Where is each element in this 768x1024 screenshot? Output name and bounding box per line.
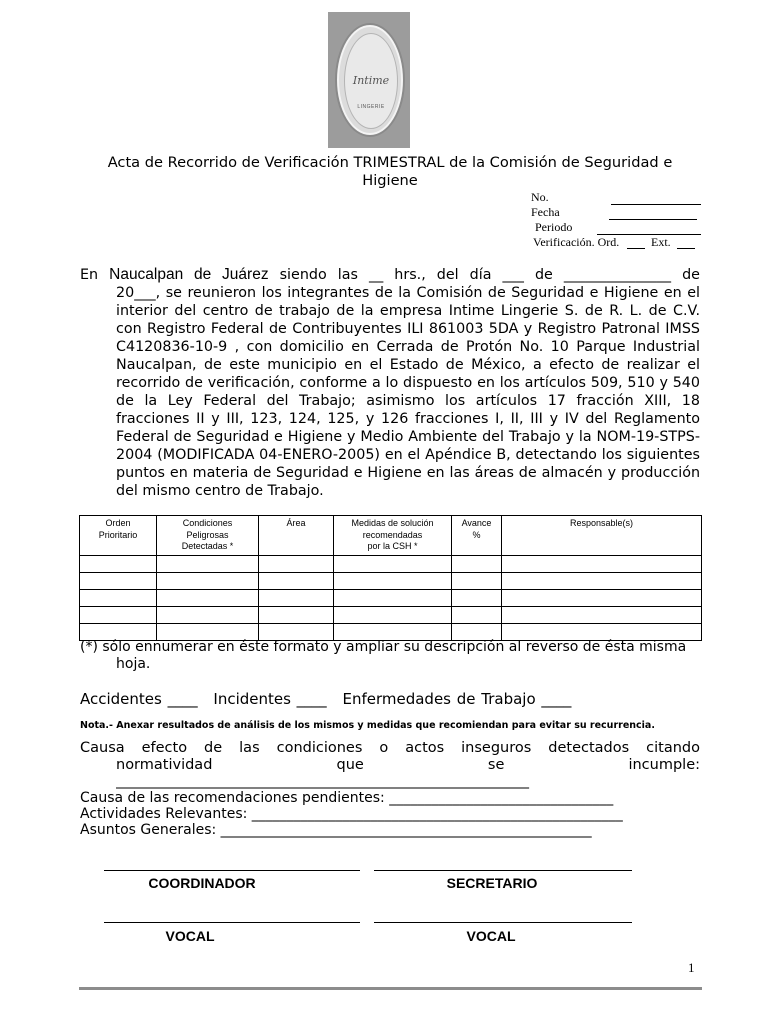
body-first-line	[80, 266, 700, 284]
body-text: 20___, se reunieron los integrantes de la Comisión de Seguridad e Higiene en el interior del centro de trabajo de la empresa Intime Lingerie S. de R. L. de C.V. con Registro Federal de Contribuyentes ILI 861003 5DA y Registro Patronal IMSS C4120836-10-9 , con domicilio en Cerrada de Protón No. 10 Parque Industrial Naucalpan, de este municipio en el Estado de México, a efecto de realizar el recorrido de verificación, conforme a lo dispuesto en los artículos 509, 510 y 540 de la Ley Federal del Trabajo; asimismo los artículos 17 fracción XIII, 18 fracciones II y III, 123, 124, 125, y 126 fracciones I, II, III y IV del Reglamento Federal de Seguridad e Higiene y Medio Ambiente del Trabajo y la NOM-19-STPS-2004 (MODIFICADA 04-ENERO-2005) en el Apéndice B, detectando los siguientes puntos en materia de Seguridad e Higiene en las áreas de almacén y producción del mismo centro de Trabajo.	[116, 285, 700, 499]
causa-word: incumple:	[628, 757, 700, 773]
table-cell[interactable]	[80, 573, 157, 590]
body-paragraph	[80, 266, 700, 500]
accidentes-field[interactable]: Accidentes ____	[80, 690, 198, 708]
table-cell[interactable]	[502, 590, 702, 607]
table-cell[interactable]	[157, 590, 259, 607]
causa-blank-line[interactable]: ___________________________________________________________	[116, 773, 529, 789]
header-text: Avance %	[461, 518, 492, 540]
table-cell[interactable]	[157, 624, 259, 641]
header-text: Responsable(s)	[569, 518, 634, 528]
nota-text: Nota.- Anexar resultados de análisis de los mismos y medidas que recomiendan para evitar su recurrencia.	[80, 720, 655, 731]
table-cell[interactable]	[502, 573, 702, 590]
table-cell[interactable]	[452, 590, 502, 607]
meta-fecha-label: Fecha	[531, 205, 560, 219]
signature-line-vocal-1[interactable]	[104, 922, 360, 923]
footer-rule	[79, 987, 702, 990]
company-logo	[328, 12, 410, 148]
logo-oval	[337, 25, 403, 135]
enfermedades-field[interactable]: Enfermedades de Trabajo ____	[342, 690, 572, 708]
table-header-row	[80, 516, 702, 556]
table-cell[interactable]	[259, 624, 334, 641]
table-cell[interactable]	[334, 556, 452, 573]
meta-ext-field[interactable]	[677, 248, 695, 249]
header-text: Medidas de solución recomendadas por la CSH *	[351, 518, 434, 551]
causa-line2	[116, 757, 700, 774]
header-text: Área	[286, 518, 306, 528]
logo-brand: Intime	[352, 74, 390, 87]
signature-line-secretario[interactable]	[374, 870, 632, 871]
table-cell[interactable]	[80, 624, 157, 641]
table-row	[80, 624, 702, 641]
document-title: Acta de Recorrido de Verificación TRIMESTRAL de la Comisión de Seguridad e Higiene	[107, 154, 673, 189]
col-medidas-header	[334, 516, 452, 556]
meta-ord-field[interactable]	[627, 248, 645, 249]
body-line1-rest: siendo las __ hrs., del día ___ de _______________ de	[268, 267, 700, 283]
header-text: Orden Prioritario	[98, 518, 138, 540]
col-avance-header	[452, 516, 502, 556]
meta-ext-label: Ext.	[651, 235, 671, 249]
table-cell[interactable]	[502, 624, 702, 641]
table-cell[interactable]	[452, 573, 502, 590]
table-cell[interactable]	[334, 624, 452, 641]
signature-line-coordinador[interactable]	[104, 870, 360, 871]
table-row	[80, 590, 702, 607]
table-cell[interactable]	[334, 590, 452, 607]
table-cell[interactable]	[259, 573, 334, 590]
table-cell[interactable]	[259, 556, 334, 573]
footnote-line2: hoja.	[116, 656, 151, 672]
table-row	[80, 573, 702, 590]
meta-no-label: No.	[531, 190, 549, 204]
meta-periodo-label: Periodo	[535, 220, 573, 234]
coordinador-label: COORDINADOR	[148, 875, 256, 891]
table-cell[interactable]	[157, 573, 259, 590]
vocal-label-1: VOCAL	[165, 928, 215, 944]
causa-word: que	[336, 757, 364, 773]
table-body	[80, 556, 702, 641]
table-cell[interactable]	[80, 590, 157, 607]
table-cell[interactable]	[452, 607, 502, 624]
table-cell[interactable]	[259, 590, 334, 607]
table-cell[interactable]	[452, 556, 502, 573]
logo-inner-oval	[344, 33, 398, 129]
table-row	[80, 556, 702, 573]
table-cell[interactable]	[259, 607, 334, 624]
col-orden-header	[80, 516, 157, 556]
causa-word: normatividad	[116, 757, 213, 773]
signature-line-vocal-2[interactable]	[374, 922, 632, 923]
footnote-line1: (*) sólo ennumerar en éste formato y ampliar su descripción al reverso de ésta misma	[80, 639, 687, 655]
col-area-header	[259, 516, 334, 556]
pendientes-field[interactable]: Causa de las recomendaciones pendientes: ________________________________	[80, 790, 614, 806]
col-responsable-header	[502, 516, 702, 556]
secretario-label: SECRETARIO	[446, 875, 538, 891]
findings-table	[79, 515, 702, 641]
body-city: Naucalpan de Juárez	[109, 266, 269, 283]
table-cell[interactable]	[502, 556, 702, 573]
causa-word: se	[487, 757, 505, 773]
meta-no-field[interactable]	[611, 204, 701, 205]
col-condiciones-header	[157, 516, 259, 556]
table-cell[interactable]	[502, 607, 702, 624]
relevantes-field[interactable]: Actividades Relevantes: _____________________________________________________	[80, 806, 623, 822]
table-cell[interactable]	[157, 607, 259, 624]
vocal-label-2: VOCAL	[466, 928, 516, 944]
logo-sub: LINGERIE	[357, 104, 385, 110]
meta-verif-label: Verificación. Ord.	[533, 235, 620, 249]
table-cell[interactable]	[452, 624, 502, 641]
meta-fecha-field[interactable]	[609, 219, 697, 220]
body-en: En	[80, 267, 110, 283]
generales-field[interactable]: Asuntos Generales: _____________________________________________________	[80, 822, 592, 838]
table-cell[interactable]	[334, 607, 452, 624]
table-cell[interactable]	[80, 607, 157, 624]
incidentes-field[interactable]: Incidentes ____	[213, 690, 327, 708]
header-text: Condiciones Peligrosas Detectadas *	[181, 518, 234, 551]
page-number: 1	[688, 960, 695, 975]
table-cell[interactable]	[80, 556, 157, 573]
table-row	[80, 607, 702, 624]
table-cell[interactable]	[334, 573, 452, 590]
accidents-row	[80, 690, 571, 708]
causa-line1: Causa efecto de las condiciones o actos inseguros detectados citando	[80, 740, 700, 756]
table-cell[interactable]	[157, 556, 259, 573]
